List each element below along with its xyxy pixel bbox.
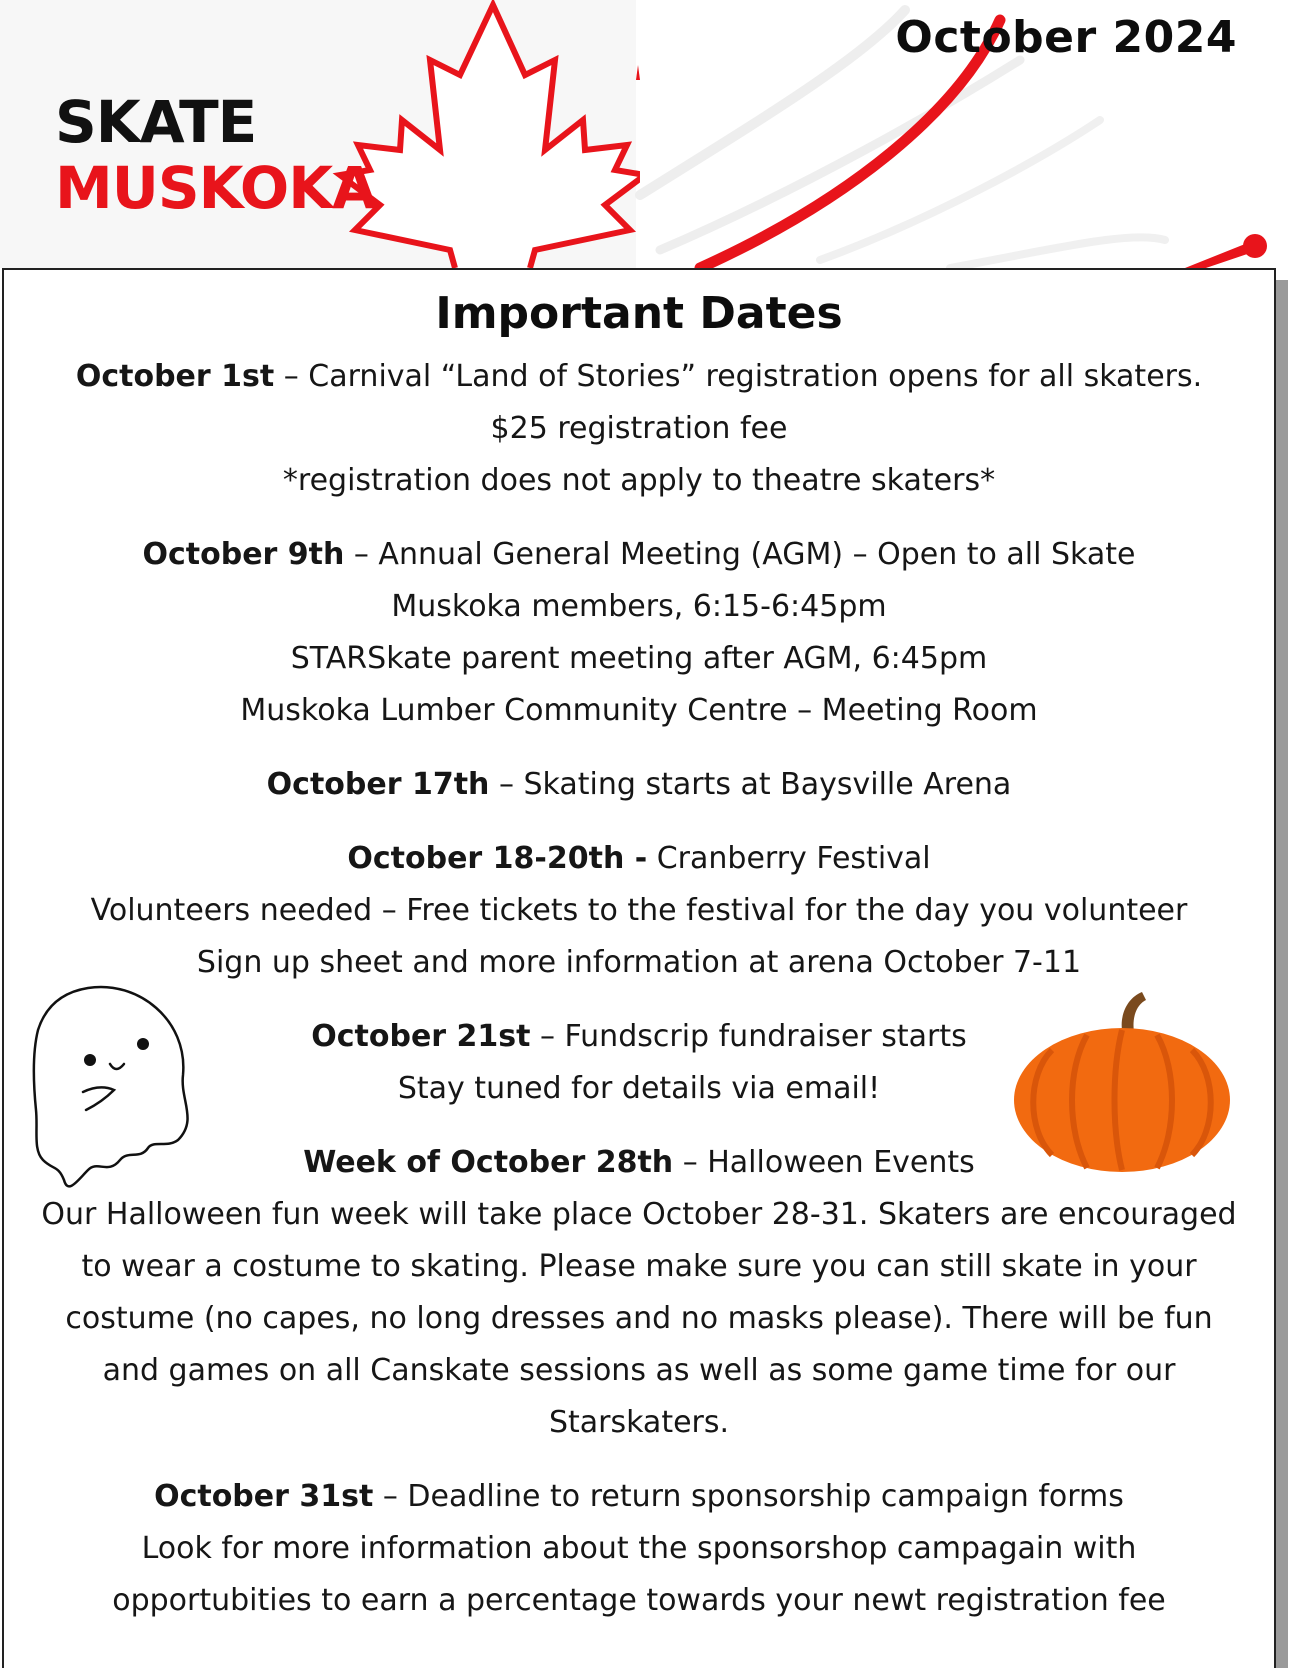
- event-date: October 31st: [154, 1479, 374, 1514]
- event-headline: – Halloween Events: [673, 1145, 975, 1180]
- maple-leaf-icon: [340, 5, 640, 268]
- event-date: October 18-20th -: [347, 841, 648, 876]
- event-headline: – Annual General Meeting (AGM) – Open to all Skate: [344, 537, 1136, 572]
- event-detail: STARSkate parent meeting after AGM, 6:45pm: [290, 641, 988, 676]
- event-headline: Cranberry Festival: [647, 841, 931, 876]
- event-detail: Stay tuned for details via email!: [397, 1071, 881, 1106]
- header: [0, 0, 1290, 270]
- event-item: [4, 351, 1274, 507]
- event-headline: – Carnival “Land of Stories” registration opens for all skaters.: [274, 359, 1203, 394]
- important-dates-panel: [2, 268, 1276, 1668]
- event-date: October 21st: [311, 1019, 531, 1054]
- event-date: October 1st: [75, 359, 275, 394]
- panel-title: Important Dates: [435, 288, 843, 339]
- event-headline: – Deadline to return sponsorship campaign forms: [373, 1479, 1124, 1514]
- event-detail: Volunteers needed – Free tickets to the festival for the day you volunteer: [90, 893, 1188, 928]
- event-detail: Sign up sheet and more information at arena October 7-11: [196, 945, 1082, 980]
- event-item: [4, 1471, 1274, 1627]
- event-date: October 9th: [142, 537, 345, 572]
- event-detail: Muskoka Lumber Community Centre – Meeting Room: [240, 693, 1038, 728]
- event-paragraph: Look for more information about the sponsorshop campagain with opportubities to earn a percentage towards your newt registration fee: [112, 1531, 1166, 1618]
- event-item: [4, 759, 1274, 811]
- event-date: Week of October 28th: [303, 1145, 674, 1180]
- event-detail: $25 registration fee: [490, 411, 788, 446]
- event-detail: *registration does not apply to theatre skaters*: [282, 463, 996, 498]
- ghost-icon: [28, 980, 198, 1195]
- event-detail: Muskoka members, 6:15-6:45pm: [391, 589, 887, 624]
- event-item: [4, 833, 1274, 989]
- logo-text-skate: SKATE: [55, 88, 257, 156]
- event-paragraph: Our Halloween fun week will take place October 28-31. Skaters are encouraged to wear a costume to skating. Please make sure you can still skate in your costume (no capes, no long dresses and no masks please). There will be fun and games on all Canskate sessions as well as some game time for our Starskaters.: [41, 1197, 1237, 1440]
- event-item: [4, 529, 1274, 737]
- logo-text-muskoka: MUSKOKA: [55, 154, 377, 222]
- event-headline: – Fundscrip fundraiser starts: [530, 1019, 967, 1054]
- pumpkin-icon: [1012, 990, 1232, 1175]
- event-headline: – Skating starts at Baysville Arena: [489, 767, 1012, 802]
- event-date: October 17th: [266, 767, 490, 802]
- issue-date: October 2024: [895, 12, 1237, 63]
